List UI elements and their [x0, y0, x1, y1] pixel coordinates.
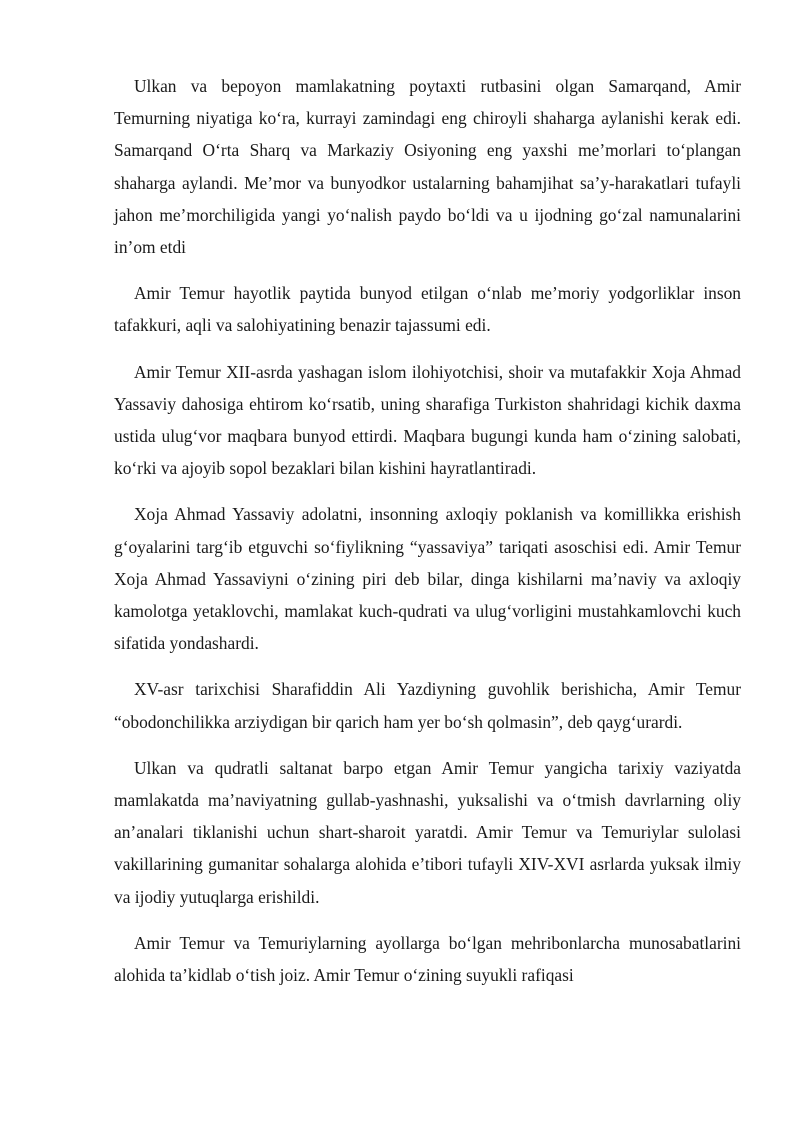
paragraph-samarqand-capital: Ulkan va bepoyon mamlakatning poytaxti rutbasini olgan Samarqand, Amir Temurning niyatiga ko‘ra, kurrayi zamindagi eng chiroyli shaharga aylanishi kerak edi. Samarqand O‘rta Sharq va Markaziy Osiyoning eng yaxshi me’morlari to‘plangan shaharga aylandi. Me’mor va bunyodkor ustalarning bahamjihat sa’y-harakatlari tufayli jahon me’morchiligida yangi yo‘nalish paydo bo‘ldi va u ijodning go‘zal namunalarini in’om etdi — [114, 76, 741, 258]
paragraph-yazdiy-testimony: XV-asr tarixchisi Sharafiddin Ali Yazdiyning guvohlik berishicha, Amir Temur “obodonchilikka arziydigan bir qarich ham yer bo‘sh qolmasin”, deb qayg‘urardi. — [114, 679, 741, 732]
paragraph-attitude-to-women: Amir Temur va Temuriylarning ayollarga bo‘lgan mehribonlarcha munosabatlarini alohida ta’kidlab o‘tish joiz. Amir Temur o‘zining suyukli rafiqasi — [114, 932, 741, 986]
document-page — [114, 70, 741, 1005]
paragraph-yassaviya-order: Xoja Ahmad Yassaviy adolatni, insonning axloqiy poklanish va komillikka erishish g‘oyalarini targ‘ib etguvchi so‘fiylikning “yassaviya” tariqati asoschisi edi. Amir Temur Xoja Ahmad Yassaviyni o‘zining piri deb bilar, dinga kishilarni ma’naviy va axloqiy kamolotga yetaklovchi, mamlakat kuch-qudrati va ulug‘vorligini mustahkamlovchi kuch sifatida yondashardi. — [114, 504, 741, 654]
paragraph-architectural-monuments: Amir Temur hayotlik paytida bunyod etilgan o‘nlab me’moriy yodgorliklar inson tafakkuri, aqli va salohiyatining benazir tajassumi edi. — [114, 283, 741, 336]
paragraph-spiritual-revival: Ulkan va qudratli saltanat barpo etgan Amir Temur yangicha tarixiy vaziyatda mamlakatda ma’naviyatning gullab-yashnashi, yuksalishi va o‘tmish davrlarning oliy an’analari tiklanishi uchun shart-sharoit yaratdi. Amir Temur va Temuriylar sulolasi vakillarining gumanitar sohalarga alohida e’tibori tufayli XIV-XVI asrlarda yuksak ilmiy va ijodiy yutuqlarga erishildi. — [114, 757, 741, 907]
paragraph-yassaviy-mausoleum: Amir Temur XII-asrda yashagan islom ilohiyotchisi, shoir va mutafakkir Xoja Ahmad Yassaviy dahosiga ehtirom ko‘rsatib, uning sharafiga Turkiston shahridagi kichik daxma ustida ulug‘vor maqbara bunyod ettirdi. Maqbara bugungi kunda ham o‘zining salobati, ko‘rki va ajoyib sopol bezaklari bilan kishini hayratlantiradi. — [114, 361, 741, 479]
